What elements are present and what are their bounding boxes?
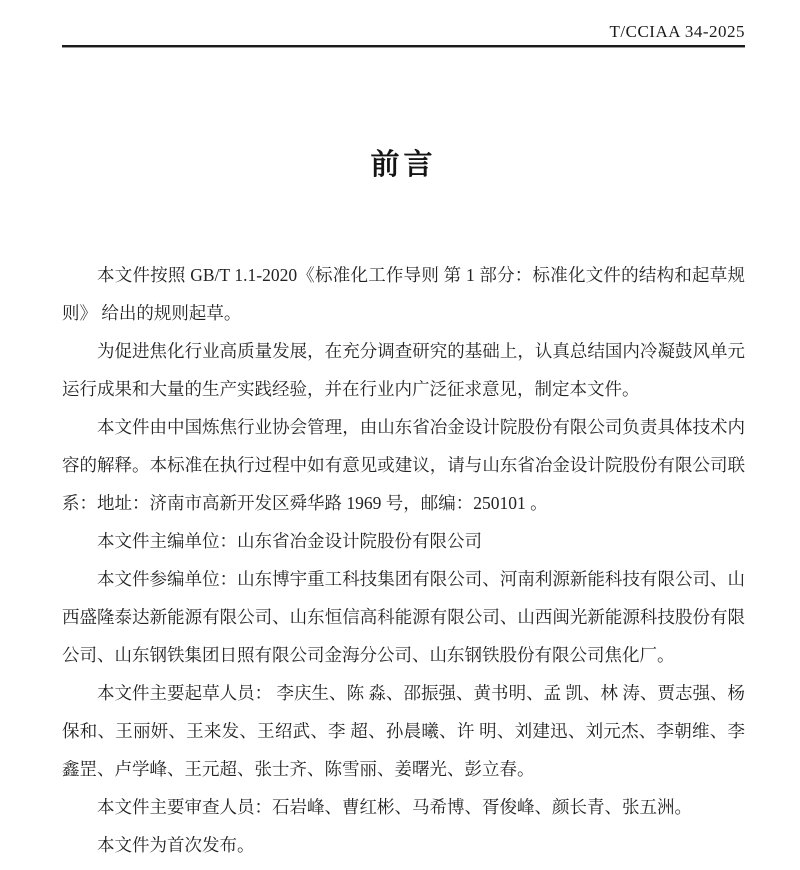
paragraph-reviewers: 本文件主要审查人员：石岩峰、曹红彬、马希博、胥俊峰、颜长青、张五洲。 — [97, 797, 692, 817]
paragraph-participating-units: 本文件参编单位：山东博宇重工科技集团有限公司、河南利源新能科技有限公司、山西盛隆泰达新能源有限公司、山东恒信高科能源有限公司、山西闽光新能源科技股份有限公司、山东钢铁集团日照有限公司金海分公司、山东钢铁股份有限公司焦化厂。 — [62, 569, 745, 665]
foreword-body — [62, 256, 745, 864]
paragraph-drafters: 本文件主要起草人员： 李庆生、陈 淼、邵振强、黄书明、孟 凯、林 涛、贾志强、杨保和、王丽妍、王来发、王绍武、李 超、孙晨曦、许 明、刘建迅、刘元杰、李朝维、李鑫罡、卢学峰、王元超、张士齐、陈雪丽、姜曙光、彭立春。 — [62, 683, 745, 779]
paragraph-first-issue: 本文件为首次发布。 — [97, 835, 255, 855]
standard-number: T/CCIAA 34-2025 — [609, 22, 745, 41]
paragraph-basis: 本文件按照 GB/T 1.1-2020《标准化工作导则 第 1 部分：标准化文件的结构和起草规则》 给出的规则起草。 — [62, 265, 745, 323]
page-header — [62, 0, 745, 42]
paragraph-purpose: 为促进焦化行业高质量发展，在充分调查研究的基础上，认真总结国内冷凝鼓风单元运行成果和大量的生产实践经验，并在行业内广泛征求意见，制定本文件。 — [62, 341, 745, 399]
paragraph-management-contact: 本文件由中国炼焦行业协会管理，由山东省冶金设计院股份有限公司负责具体技术内容的解释。本标准在执行过程中如有意见或建议，请与山东省冶金设计院股份有限公司联系：地址：济南市高新开发区舜华路 1969 号，邮编：250101 。 — [62, 417, 745, 513]
page-title: 前言 — [370, 149, 437, 181]
header-divider — [62, 45, 745, 48]
paragraph-chief-editor-unit: 本文件主编单位：山东省冶金设计院股份有限公司 — [97, 531, 482, 551]
